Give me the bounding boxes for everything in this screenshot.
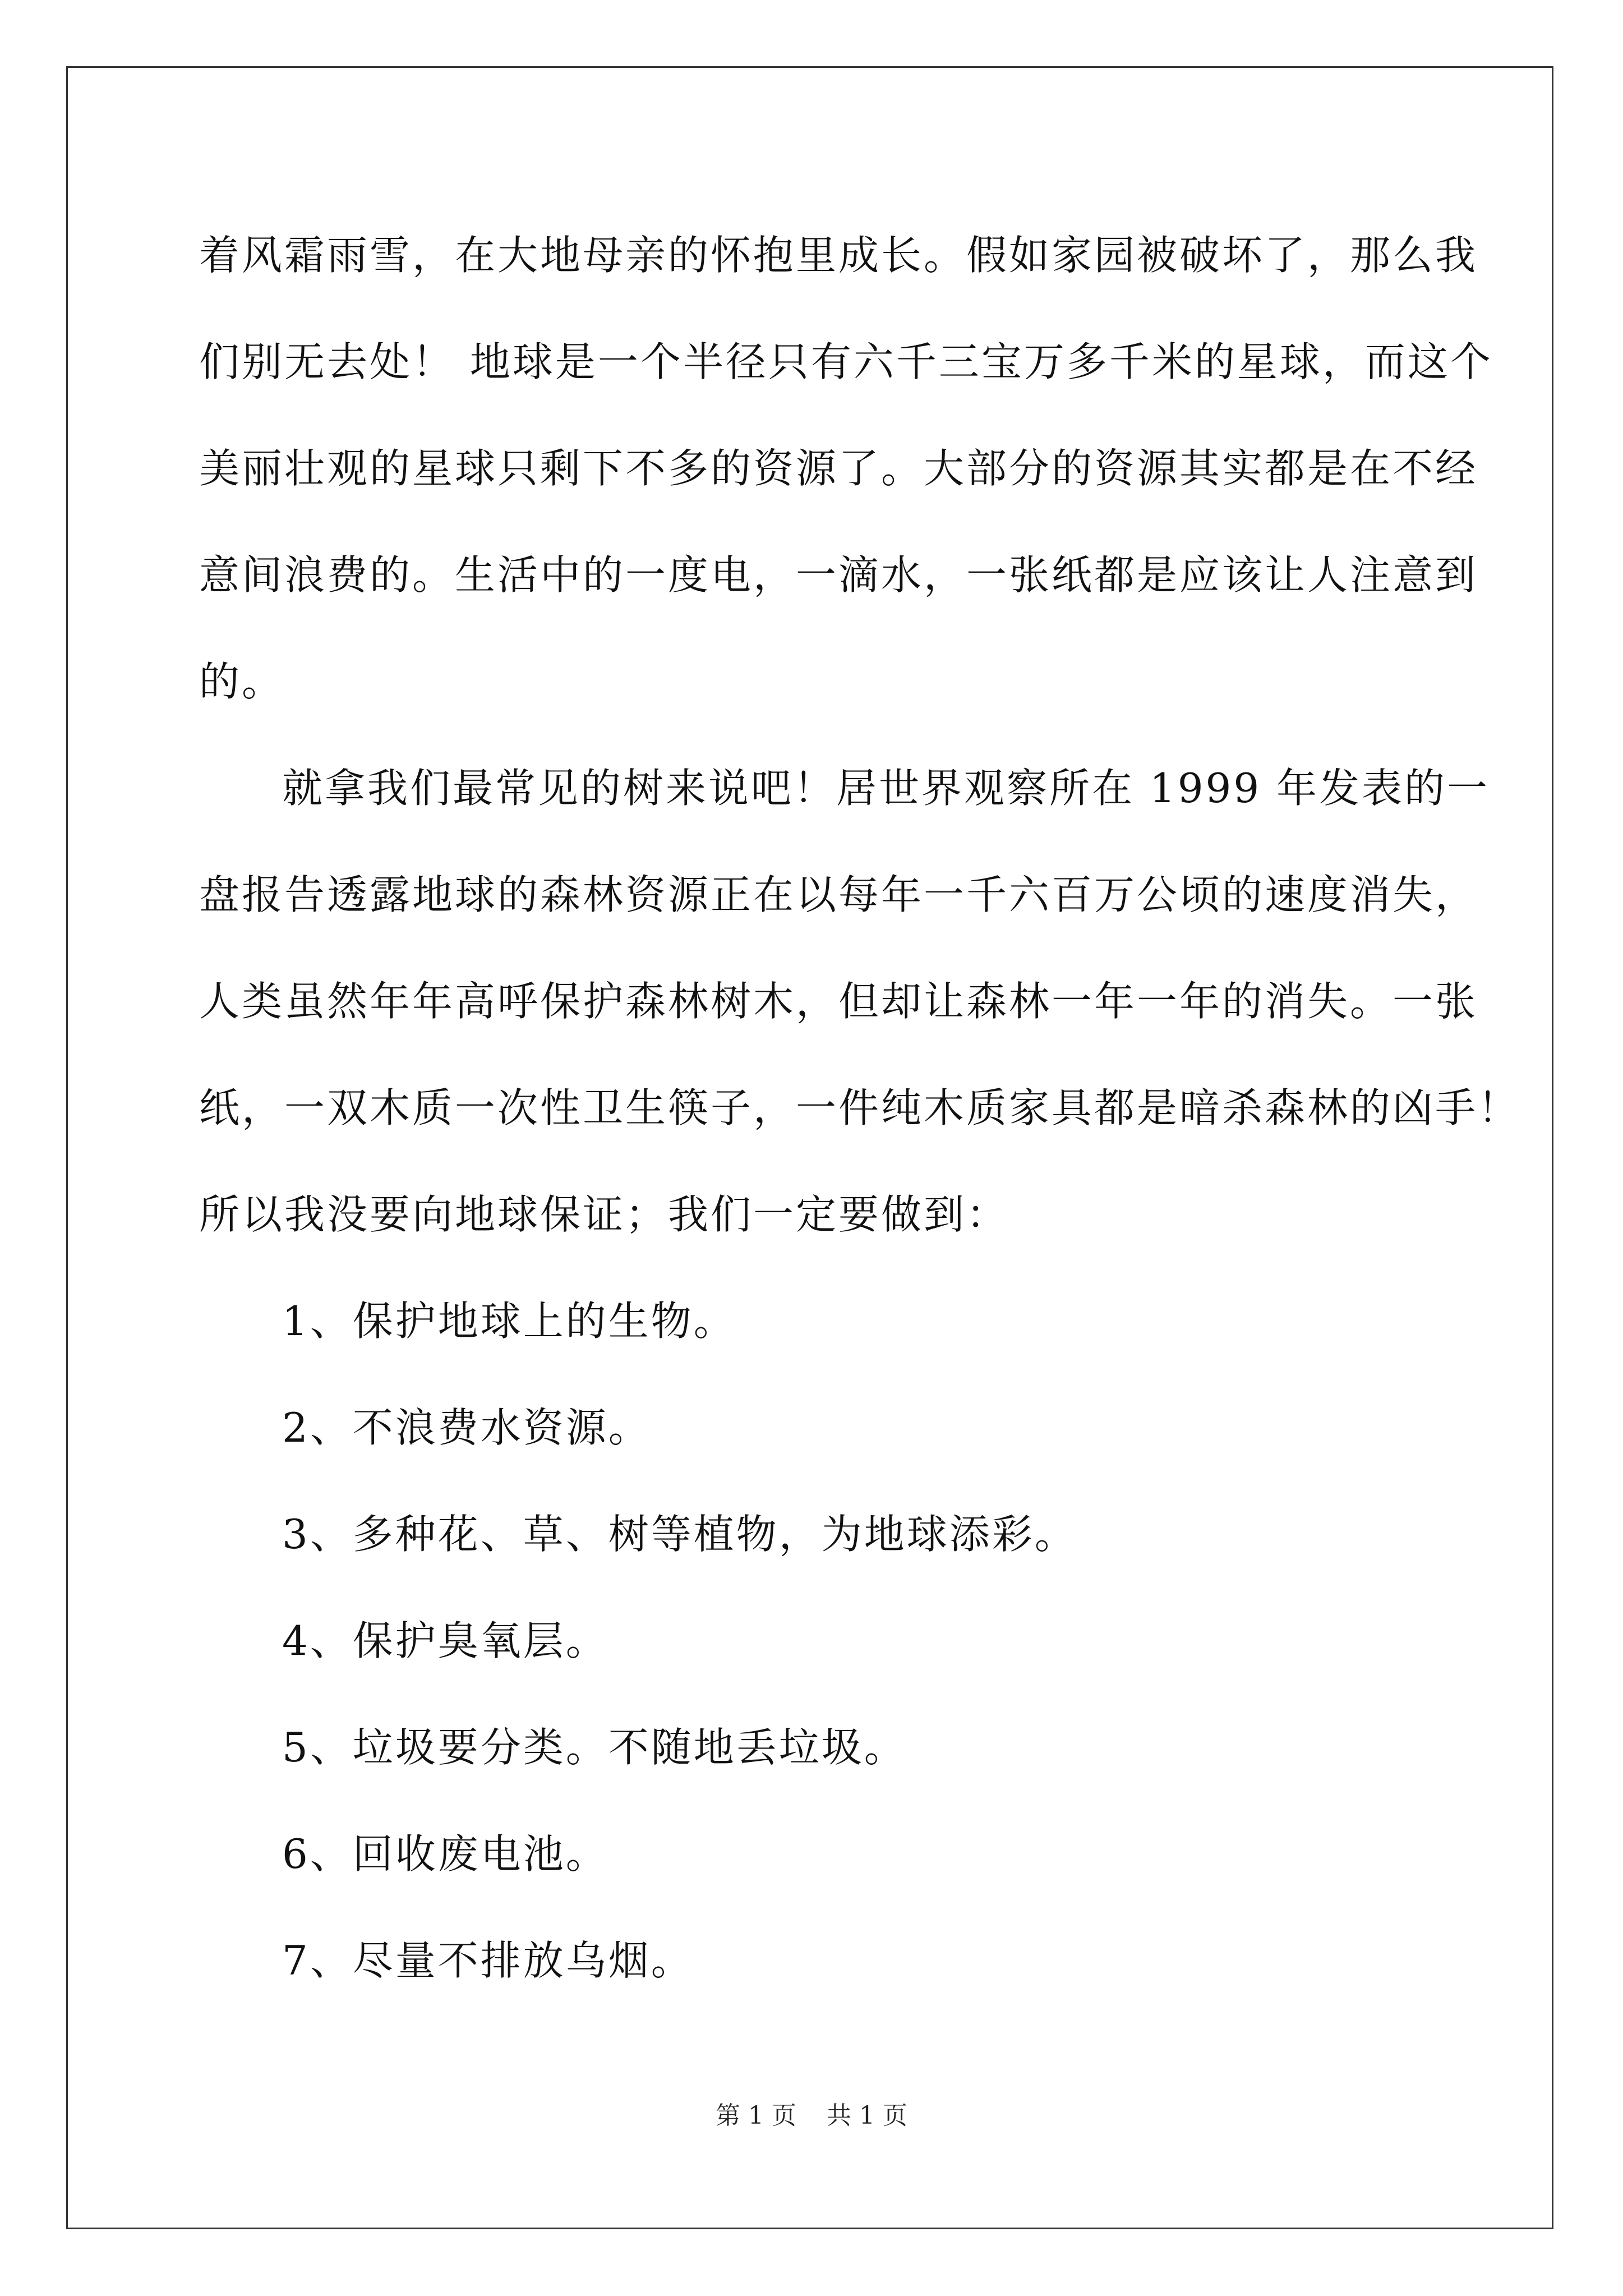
text-line: 所以我没要向地球保证；我们一定要做到： xyxy=(199,1191,1009,1238)
page-number: 第 1 页 xyxy=(716,2101,796,2130)
list-item: 6、回收废电池。 xyxy=(282,1830,608,1878)
page-footer xyxy=(0,2095,1623,2131)
paragraph-1 xyxy=(199,202,1493,735)
text-line: 人类虽然年年高呼保护森林树木，但却让森林一年一年的消失。一张 xyxy=(199,978,1478,1025)
text-line: 们别无去处！ 地球是一个半径只有六千三宝万多千米的星球，而这个 xyxy=(199,338,1493,385)
document-body xyxy=(199,202,1521,2014)
pledge-list xyxy=(199,1268,1433,2014)
text-line: 就拿我们最常见的树来说吧！居世界观察所在 1999 年发表的一 xyxy=(282,765,1490,812)
text-line: 的。 xyxy=(199,658,285,705)
paragraph-2 xyxy=(199,735,1521,1268)
text-line: 纸，一双木质一次性卫生筷子，一件纯木质家具都是暗杀森林的凶手！ xyxy=(199,1084,1521,1131)
list-item: 4、保护臭氧层。 xyxy=(282,1617,608,1664)
list-item: 1、保护地球上的生物。 xyxy=(282,1297,736,1345)
text-line: 着风霜雨雪，在大地母亲的怀抱里成长。假如家园被破坏了，那么我 xyxy=(199,232,1478,279)
list-item: 7、尽量不排放乌烟。 xyxy=(282,1937,694,1984)
text-line: 意间浪费的。生活中的一度电，一滴水，一张纸都是应该让人注意到 xyxy=(199,551,1478,599)
list-item: 5、垃圾要分类。不随地丢垃圾。 xyxy=(282,1724,907,1771)
text-line: 美丽壮观的星球只剩下不多的资源了。大部分的资源其实都是在不经 xyxy=(199,445,1478,492)
text-line: 盘报告透露地球的森林资源正在以每年一千六百万公顷的速度消失， xyxy=(199,871,1478,918)
list-item: 3、多种花、草、树等植物，为地球添彩。 xyxy=(282,1511,1077,1558)
list-item: 2、不浪费水资源。 xyxy=(282,1404,651,1451)
page-total: 共 1 页 xyxy=(827,2101,907,2130)
